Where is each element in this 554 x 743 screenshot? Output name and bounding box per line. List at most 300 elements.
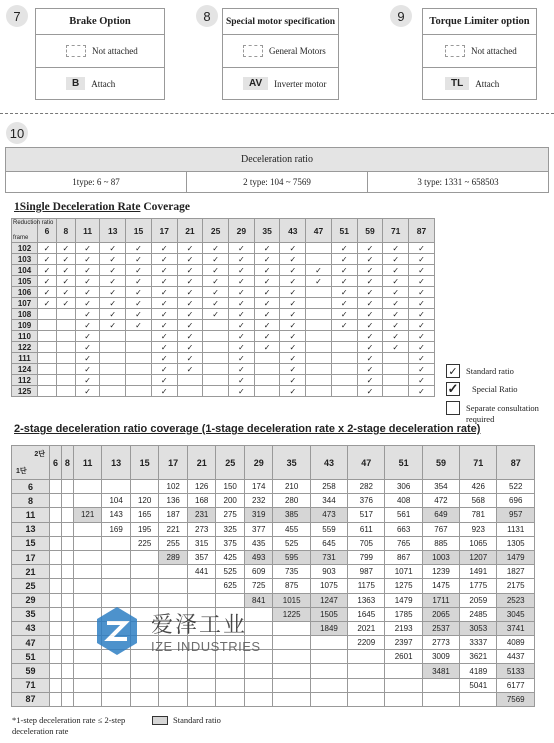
ratio-cell [61, 593, 73, 607]
ratio-cell: 143 [102, 508, 131, 522]
ratio-cell: 1003 [422, 550, 459, 564]
ratio-cell [130, 480, 159, 494]
ratio-cell [130, 565, 159, 579]
ratio-cell [102, 550, 131, 564]
table-row [12, 536, 535, 550]
coverage-cell: ✓ [383, 243, 409, 254]
ratio-cell: 1491 [460, 565, 497, 579]
coverage-cell: ✓ [126, 254, 152, 265]
ratio-cell: 1363 [348, 593, 385, 607]
ratio-cell: 2021 [348, 621, 385, 635]
coverage-cell: ✓ [177, 309, 203, 320]
ratio-cell [61, 678, 73, 692]
ratio-header: 6 [38, 219, 57, 243]
coverage-cell [254, 353, 280, 364]
corner-bottom-label: 1단 [16, 468, 27, 475]
coverage-cell: ✓ [306, 276, 332, 287]
table-row [12, 607, 535, 621]
single-coverage-table [11, 218, 435, 397]
ratio-cell: 767 [422, 522, 459, 536]
coverage-cell [383, 364, 409, 375]
ratio-header: 25 [216, 446, 245, 480]
coverage-cell: ✓ [100, 320, 126, 331]
ratio-cell [130, 678, 159, 692]
ratio-cell: 126 [187, 480, 216, 494]
coverage-cell: ✓ [409, 386, 435, 397]
table-row [12, 364, 435, 375]
coverage-cell: ✓ [409, 287, 435, 298]
coverage-cell [331, 375, 357, 386]
ratio-cell: 408 [385, 494, 422, 508]
coverage-cell [306, 254, 332, 265]
ratio-cell: 2193 [385, 621, 422, 635]
option-number-10: 10 [6, 122, 28, 144]
frame-label: 102 [12, 243, 38, 254]
ratio-header: 29 [229, 219, 255, 243]
ratio-cell: 595 [273, 550, 310, 564]
coverage-cell: ✓ [280, 320, 306, 331]
frame-label: 107 [12, 298, 38, 309]
check-icon: ✓ [446, 364, 460, 378]
coverage-cell: ✓ [75, 287, 100, 298]
option-code: TL [445, 77, 469, 90]
coverage-cell: ✓ [56, 298, 75, 309]
coverage-cell: ✓ [151, 309, 177, 320]
ratio-cell [102, 536, 131, 550]
coverage-cell: ✓ [357, 386, 383, 397]
ratio-cell [348, 664, 385, 678]
table-row [12, 494, 535, 508]
ratio-cell [130, 692, 159, 706]
ratio-cell: 5133 [497, 664, 535, 678]
coverage-cell: ✓ [100, 276, 126, 287]
stage1-label: 35 [12, 607, 50, 621]
ratio-cell [460, 692, 497, 706]
coverage-cell [56, 364, 75, 375]
coverage-cell [331, 331, 357, 342]
coverage-cell: ✓ [75, 243, 100, 254]
ratio-cell: 426 [460, 480, 497, 494]
coverage-cell [254, 364, 280, 375]
torque-limiter-row-none [423, 35, 536, 67]
coverage-cell: ✓ [56, 287, 75, 298]
option-number-7: 7 [6, 5, 28, 27]
ratio-cell [102, 664, 131, 678]
coverage-cell [306, 287, 332, 298]
ratio-cell: 841 [244, 593, 273, 607]
ratio-cell [50, 550, 62, 564]
coverage-cell: ✓ [203, 254, 229, 265]
ratio-cell: 645 [310, 536, 347, 550]
frame-label: 110 [12, 331, 38, 342]
coverage-cell: ✓ [151, 276, 177, 287]
coverage-cell: ✓ [126, 287, 152, 298]
coverage-cell: ✓ [280, 309, 306, 320]
coverage-cell [331, 353, 357, 364]
ratio-cell [273, 636, 310, 650]
option-label: Not attached [92, 46, 138, 56]
coverage-cell: ✓ [151, 386, 177, 397]
coverage-cell: ✓ [254, 298, 280, 309]
ratio-header: 8 [61, 446, 73, 480]
coverage-cell: ✓ [203, 243, 229, 254]
legend-label: Separate consultation required [466, 403, 539, 424]
coverage-cell [56, 375, 75, 386]
coverage-cell: ✓ [177, 243, 203, 254]
coverage-cell: ✓ [75, 386, 100, 397]
ratio-cell: 611 [348, 522, 385, 536]
coverage-cell: ✓ [331, 254, 357, 265]
coverage-cell: ✓ [280, 342, 306, 353]
coverage-cell: ✓ [254, 254, 280, 265]
ratio-cell: 273 [187, 522, 216, 536]
table-row [12, 522, 535, 536]
ratio-type-1: 1type: 6 ~ 87 [72, 177, 120, 187]
ratio-cell [61, 621, 73, 635]
ratio-type-3: 3 type: 1331 ~ 658503 [367, 172, 548, 192]
ratio-cell: 120 [130, 494, 159, 508]
coverage-cell: ✓ [331, 243, 357, 254]
coverage-cell: ✓ [126, 309, 152, 320]
ratio-cell: 315 [187, 536, 216, 550]
ratio-cell: 625 [216, 579, 245, 593]
option-label: Attach [91, 78, 116, 89]
table-row [12, 664, 535, 678]
ratio-cell [244, 692, 273, 706]
ratio-cell: 517 [348, 508, 385, 522]
ratio-cell: 357 [187, 550, 216, 564]
double-coverage-title: 2-stage deceleration ratio coverage (1-stage deceleration rate x 2-stage deceleration rate) [14, 423, 481, 435]
ratio-header: 43 [280, 219, 306, 243]
coverage-cell [100, 331, 126, 342]
ratio-cell: 522 [497, 480, 535, 494]
ratio-header: 29 [244, 446, 273, 480]
coverage-cell: ✓ [409, 265, 435, 276]
coverage-cell: ✓ [75, 320, 100, 331]
ratio-header: 21 [187, 446, 216, 480]
ratio-cell [73, 579, 102, 593]
ratio-cell [187, 579, 216, 593]
ratio-cell: 3481 [422, 664, 459, 678]
coverage-cell: ✓ [254, 331, 280, 342]
coverage-cell [331, 386, 357, 397]
ratio-cell [310, 692, 347, 706]
watermark [95, 605, 261, 657]
coverage-cell [38, 386, 57, 397]
coverage-cell: ✓ [254, 342, 280, 353]
coverage-cell: ✓ [357, 243, 383, 254]
ratio-types [6, 172, 548, 192]
coverage-cell: ✓ [100, 254, 126, 265]
watermark-cn: 爱泽工业 [151, 612, 248, 637]
ratio-cell: 425 [216, 550, 245, 564]
ratio-cell: 1711 [422, 593, 459, 607]
ratio-cell [50, 522, 62, 536]
ratio-cell [73, 480, 102, 494]
ratio-cell: 781 [460, 508, 497, 522]
coverage-cell: ✓ [357, 342, 383, 353]
frame-label: 122 [12, 342, 38, 353]
coverage-cell [126, 331, 152, 342]
ratio-cell: 2059 [460, 593, 497, 607]
ratio-cell [50, 579, 62, 593]
coverage-cell [100, 353, 126, 364]
ratio-cell: 923 [460, 522, 497, 536]
ratio-cell: 325 [216, 522, 245, 536]
frame-label: 104 [12, 265, 38, 276]
ratio-cell: 903 [310, 565, 347, 579]
coverage-cell: ✓ [177, 287, 203, 298]
coverage-cell [254, 386, 280, 397]
table-row [12, 353, 435, 364]
coverage-cell: ✓ [357, 309, 383, 320]
coverage-cell: ✓ [409, 320, 435, 331]
ratio-cell: 561 [385, 508, 422, 522]
ratio-header: 71 [383, 219, 409, 243]
ratio-cell [102, 692, 131, 706]
ratio-cell: 255 [159, 536, 188, 550]
ratio-cell: 3045 [497, 607, 535, 621]
ratio-cell [422, 678, 459, 692]
coverage-cell: ✓ [229, 386, 255, 397]
table-row [12, 309, 435, 320]
ratio-cell: 472 [422, 494, 459, 508]
ratio-cell [61, 480, 73, 494]
coverage-cell [56, 320, 75, 331]
ratio-cell: 1827 [497, 565, 535, 579]
ratio-cell: 102 [159, 480, 188, 494]
ratio-header: 6 [50, 446, 62, 480]
table-row [12, 386, 435, 397]
option-label: Inverter motor [274, 78, 327, 89]
ratio-header: 59 [422, 446, 459, 480]
coverage-cell: ✓ [38, 254, 57, 265]
ratio-header: 15 [130, 446, 159, 480]
coverage-cell: ✓ [177, 320, 203, 331]
coverage-cell [306, 375, 332, 386]
coverage-cell [331, 342, 357, 353]
coverage-cell: ✓ [229, 331, 255, 342]
coverage-cell [38, 309, 57, 320]
footnote: *1-step deceleration rate ≤ 2-step deceleration rate [12, 715, 126, 736]
ratio-cell [273, 621, 310, 635]
ratio-cell: 1075 [310, 579, 347, 593]
ratio-header: 87 [409, 219, 435, 243]
table-row [12, 342, 435, 353]
table-corner [12, 219, 54, 243]
ratio-cell: 1131 [497, 522, 535, 536]
ratio-type-2: 2 type: 104 ~ 7569 [186, 172, 367, 192]
ratio-header: 17 [159, 446, 188, 480]
coverage-cell: ✓ [280, 243, 306, 254]
table-corner [12, 446, 50, 480]
coverage-cell: ✓ [100, 298, 126, 309]
ratio-cell: 731 [310, 550, 347, 564]
stage1-label: 29 [12, 593, 50, 607]
ratio-cell: 1175 [348, 579, 385, 593]
ratio-header: 35 [254, 219, 280, 243]
coverage-cell: ✓ [409, 298, 435, 309]
ratio-cell [159, 579, 188, 593]
frame-label: 109 [12, 320, 38, 331]
coverage-cell: ✓ [331, 320, 357, 331]
coverage-cell [383, 386, 409, 397]
coverage-cell [203, 364, 229, 375]
coverage-cell: ✓ [203, 276, 229, 287]
ratio-cell: 1479 [385, 593, 422, 607]
table-row [12, 550, 535, 564]
ratio-cell: 289 [159, 550, 188, 564]
coverage-cell [306, 353, 332, 364]
ratio-cell [50, 536, 62, 550]
table-row [12, 243, 435, 254]
ratio-cell: 385 [273, 508, 310, 522]
ratio-cell: 375 [216, 536, 245, 550]
coverage-cell: ✓ [75, 331, 100, 342]
ratio-cell [61, 550, 73, 564]
coverage-cell: ✓ [357, 265, 383, 276]
coverage-cell: ✓ [75, 342, 100, 353]
ratio-cell [273, 664, 310, 678]
coverage-cell: ✓ [254, 320, 280, 331]
ratio-cell: 441 [187, 565, 216, 579]
coverage-cell: ✓ [409, 331, 435, 342]
coverage-cell: ✓ [56, 254, 75, 265]
ratio-cell [159, 678, 188, 692]
ratio-cell [102, 678, 131, 692]
coverage-cell: ✓ [229, 364, 255, 375]
option-label: Attach [475, 78, 500, 89]
ratio-cell: 1207 [460, 550, 497, 564]
ratio-cell [61, 692, 73, 706]
ratio-cell [73, 664, 102, 678]
blank-code-box [243, 45, 263, 57]
coverage-cell: ✓ [203, 309, 229, 320]
ratio-cell [385, 664, 422, 678]
ratio-cell: 735 [273, 565, 310, 579]
ratio-cell [73, 565, 102, 579]
coverage-cell [126, 342, 152, 353]
ratio-cell: 3741 [497, 621, 535, 635]
coverage-cell: ✓ [151, 375, 177, 386]
coverage-cell: ✓ [254, 309, 280, 320]
ratio-header: 8 [56, 219, 75, 243]
blank-code-box [66, 45, 86, 57]
stage1-label: 11 [12, 508, 50, 522]
ratio-cell: 210 [273, 480, 310, 494]
ratio-cell: 354 [422, 480, 459, 494]
coverage-cell: ✓ [177, 353, 203, 364]
stage1-label: 59 [12, 664, 50, 678]
ratio-cell: 1065 [460, 536, 497, 550]
coverage-cell: ✓ [357, 287, 383, 298]
stage1-label: 21 [12, 565, 50, 579]
coverage-cell: ✓ [75, 353, 100, 364]
ratio-cell: 799 [348, 550, 385, 564]
coverage-cell [306, 364, 332, 375]
ratio-cell: 493 [244, 550, 273, 564]
ratio-cell: 765 [385, 536, 422, 550]
coverage-cell [100, 364, 126, 375]
coverage-cell: ✓ [229, 353, 255, 364]
coverage-cell [126, 364, 152, 375]
coverage-cell: ✓ [126, 265, 152, 276]
coverage-cell: ✓ [409, 243, 435, 254]
coverage-cell: ✓ [229, 320, 255, 331]
ratio-cell [187, 664, 216, 678]
stage1-label: 17 [12, 550, 50, 564]
ratio-cell: 232 [244, 494, 273, 508]
coverage-cell: ✓ [151, 298, 177, 309]
coverage-cell: ✓ [254, 265, 280, 276]
coverage-cell: ✓ [75, 364, 100, 375]
coverage-cell: ✓ [280, 287, 306, 298]
table-row [12, 636, 535, 650]
coverage-cell: ✓ [56, 243, 75, 254]
coverage-cell: ✓ [177, 265, 203, 276]
brake-option-row-none [36, 35, 164, 67]
table-row [12, 579, 535, 593]
frame-label: 124 [12, 364, 38, 375]
ratio-cell [61, 579, 73, 593]
coverage-cell: ✓ [409, 309, 435, 320]
deceleration-ratio-box [5, 147, 549, 193]
ratio-cell: 195 [130, 522, 159, 536]
ratio-header: 51 [331, 219, 357, 243]
ratio-cell: 1645 [348, 607, 385, 621]
coverage-cell: ✓ [331, 265, 357, 276]
coverage-cell [100, 342, 126, 353]
coverage-cell: ✓ [383, 298, 409, 309]
ratio-cell: 306 [385, 480, 422, 494]
ratio-cell [159, 692, 188, 706]
ratio-cell [244, 678, 273, 692]
coverage-cell: ✓ [100, 265, 126, 276]
coverage-cell [203, 353, 229, 364]
torque-limiter-box [422, 8, 537, 100]
coverage-cell: ✓ [280, 265, 306, 276]
ratio-cell [244, 664, 273, 678]
ratio-cell: 1775 [460, 579, 497, 593]
ratio-cell: 435 [244, 536, 273, 550]
stage1-label: 8 [12, 494, 50, 508]
coverage-cell: ✓ [151, 265, 177, 276]
ratio-cell: 875 [273, 579, 310, 593]
ratio-cell [102, 579, 131, 593]
coverage-cell [306, 342, 332, 353]
footnote-legend [152, 715, 221, 725]
ratio-cell: 136 [159, 494, 188, 508]
option-label: Not attached [471, 46, 517, 56]
ratio-cell [50, 636, 62, 650]
ratio-cell: 1239 [422, 565, 459, 579]
coverage-cell: ✓ [56, 265, 75, 276]
coverage-cell: ✓ [177, 364, 203, 375]
coverage-cell: ✓ [383, 254, 409, 265]
coverage-cell: ✓ [331, 309, 357, 320]
coverage-cell [38, 342, 57, 353]
coverage-cell [56, 386, 75, 397]
torque-limiter-title: Torque Limiter option [423, 9, 536, 35]
coverage-cell: ✓ [229, 309, 255, 320]
ratio-cell: 319 [244, 508, 273, 522]
ratio-cell [385, 678, 422, 692]
ratio-cell [187, 678, 216, 692]
coverage-cell: ✓ [38, 276, 57, 287]
ratio-cell: 2397 [385, 636, 422, 650]
ratio-cell: 525 [216, 565, 245, 579]
coverage-cell: ✓ [151, 353, 177, 364]
